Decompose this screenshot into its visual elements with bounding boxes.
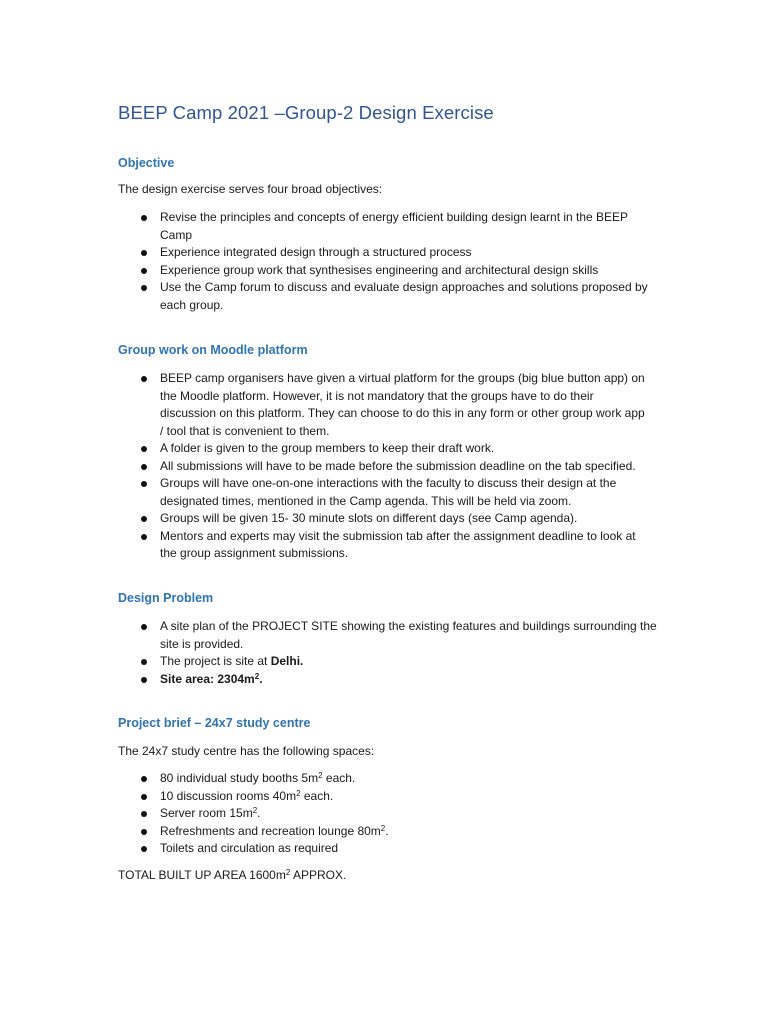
list-item: 10 discussion rooms $40m^2$ each. [118,788,658,806]
list-item: Refreshments and recreation lounge $80m^2$. [118,823,658,841]
project-brief-intro: The 24x7 study centre has the following spaces: [118,744,375,758]
list-item: Mentors and experts may visit the submission tab after the assignment deadline to look at the group assignment submissions. [118,528,658,563]
design-problem-heading: Design Problem [118,591,214,605]
list-item: The project is site at Delhi. [118,653,658,671]
list-item: 80 individual study booths $5m^2$ each. [118,770,658,788]
project-brief-list [118,770,658,858]
list-item: A site plan of the PROJECT SITE showing the existing features and buildings surrounding the site is provided. [118,618,658,653]
project-brief-heading: Project brief – 24x7 study centre [118,716,311,730]
list-item: BEEP camp organisers have given a virtual platform for the groups (big blue button app) on the Moodle platform. However, it is not mandatory that the groups have to do their discussion on this platform. They can choose to do this in any form or other group work app / tool that is convenient to them. [118,370,658,440]
list-item: Toilets and circulation as required [118,840,658,858]
moodle-heading: Group work on Moodle platform [118,343,308,357]
list-item: A folder is given to the group members to keep their draft work. [118,440,658,458]
objective-list [118,209,658,314]
list-item: Experience integrated design through a structured process [118,244,658,262]
design-problem-list [118,618,658,688]
document-title: BEEP Camp 2021 –Group-2 Design Exercise [118,102,494,123]
list-item: Site area: $2304m^2$. [118,671,658,689]
objective-intro: The design exercise serves four broad objectives: [118,182,383,196]
list-item: Server room $15m^2$. [118,805,658,823]
total-built-up-area: TOTAL BUILT UP AREA $1600m^2$ APPROX. [118,868,347,882]
list-item: All submissions will have to be made before the submission deadline on the tab specified. [118,458,658,476]
list-item: Revise the principles and concepts of energy efficient building design learnt in the BEEP Camp [118,209,658,244]
objective-heading: Objective [118,156,175,170]
list-item: Groups will be given 15- 30 minute slots on different days (see Camp agenda). [118,510,658,528]
list-item: Use the Camp forum to discuss and evaluate design approaches and solutions proposed by each group. [118,279,658,314]
moodle-list [118,370,658,563]
list-item: Experience group work that synthesises engineering and architectural design skills [118,262,658,280]
list-item: Groups will have one-on-one interactions with the faculty to discuss their design at the designated times, mentioned in the Camp agenda. This will be held via zoom. [118,475,658,510]
